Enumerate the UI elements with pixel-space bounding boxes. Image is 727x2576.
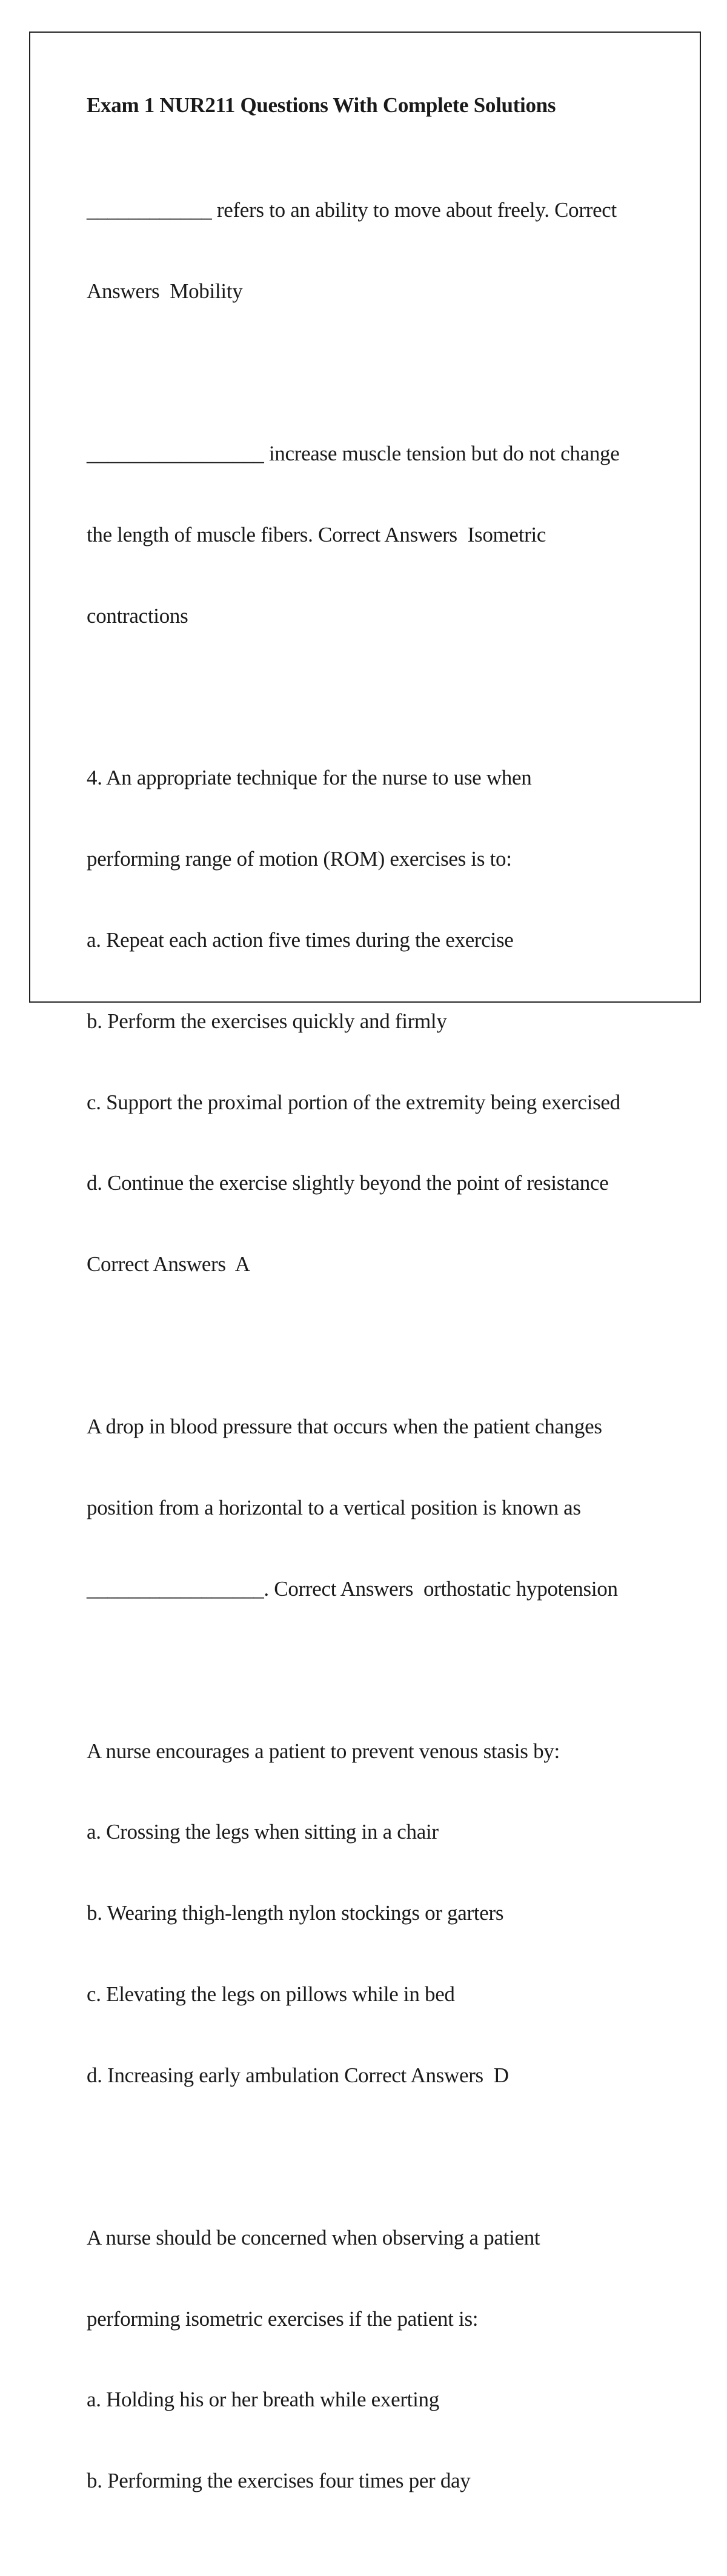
text-line: the length of muscle fibers. Correct Answers Isometric <box>87 522 546 546</box>
text-line: contractions <box>87 603 188 628</box>
text-line: Answers Mobility <box>87 279 243 303</box>
option-b: b. Perform the exercises quickly and firmly <box>87 1009 447 1033</box>
qa-item-mobility <box>87 143 650 359</box>
option-b: b. Wearing thigh-length nylon stockings or garters <box>87 1901 504 1925</box>
text-line: _________________ increase muscle tension but do not change <box>87 441 620 465</box>
qa-item-rom-technique <box>87 711 650 1332</box>
option-b: b. Performing the exercises four times per day <box>87 2469 471 2493</box>
question-line: 4. An appropriate technique for the nurse to use when <box>87 766 532 790</box>
question-line: performing range of motion (ROM) exercises is to: <box>87 847 512 871</box>
answer-line: Correct Answers A <box>87 1252 250 1276</box>
document-title: Exam 1 NUR211 Questions With Complete Solutions <box>87 93 556 117</box>
option-c: c. Elevating the legs on pillows while in bed <box>87 1982 455 2006</box>
qa-item-orthostatic <box>87 1359 650 1657</box>
option-a: a. Repeat each action five times during the exercise <box>87 928 514 952</box>
question-line: performing isometric exercises if the patient is: <box>87 2306 479 2331</box>
option-a: a. Holding his or her breath while exerting <box>87 2388 439 2412</box>
qa-item-venous-stasis <box>87 1684 650 2143</box>
option-c: c. Support the proximal portion of the extremity being exercised <box>87 1090 620 1114</box>
text-line: position from a horizontal to a vertical position is known as <box>87 1495 581 1519</box>
question-line: A nurse encourages a patient to prevent venous stasis by: <box>87 1739 560 1763</box>
document-body <box>87 92 650 2576</box>
qa-item-isometric <box>87 387 650 684</box>
option-a: a. Crossing the legs when sitting in a chair <box>87 1820 439 1844</box>
text-line: A drop in blood pressure that occurs when the patient changes <box>87 1415 602 1439</box>
option-d: d. Continue the exercise slightly beyond the point of resistance <box>87 1171 609 1195</box>
option-d: d. Increasing early ambulation Correct Answers D <box>87 2063 509 2087</box>
text-line: _________________. Correct Answers orthostatic hypotension <box>87 1576 618 1601</box>
qa-item-isometric-concern <box>87 2171 650 2549</box>
text-line: ____________ refers to an ability to move about freely. Correct <box>87 198 617 222</box>
question-line: A nurse should be concerned when observing a patient <box>87 2225 540 2249</box>
